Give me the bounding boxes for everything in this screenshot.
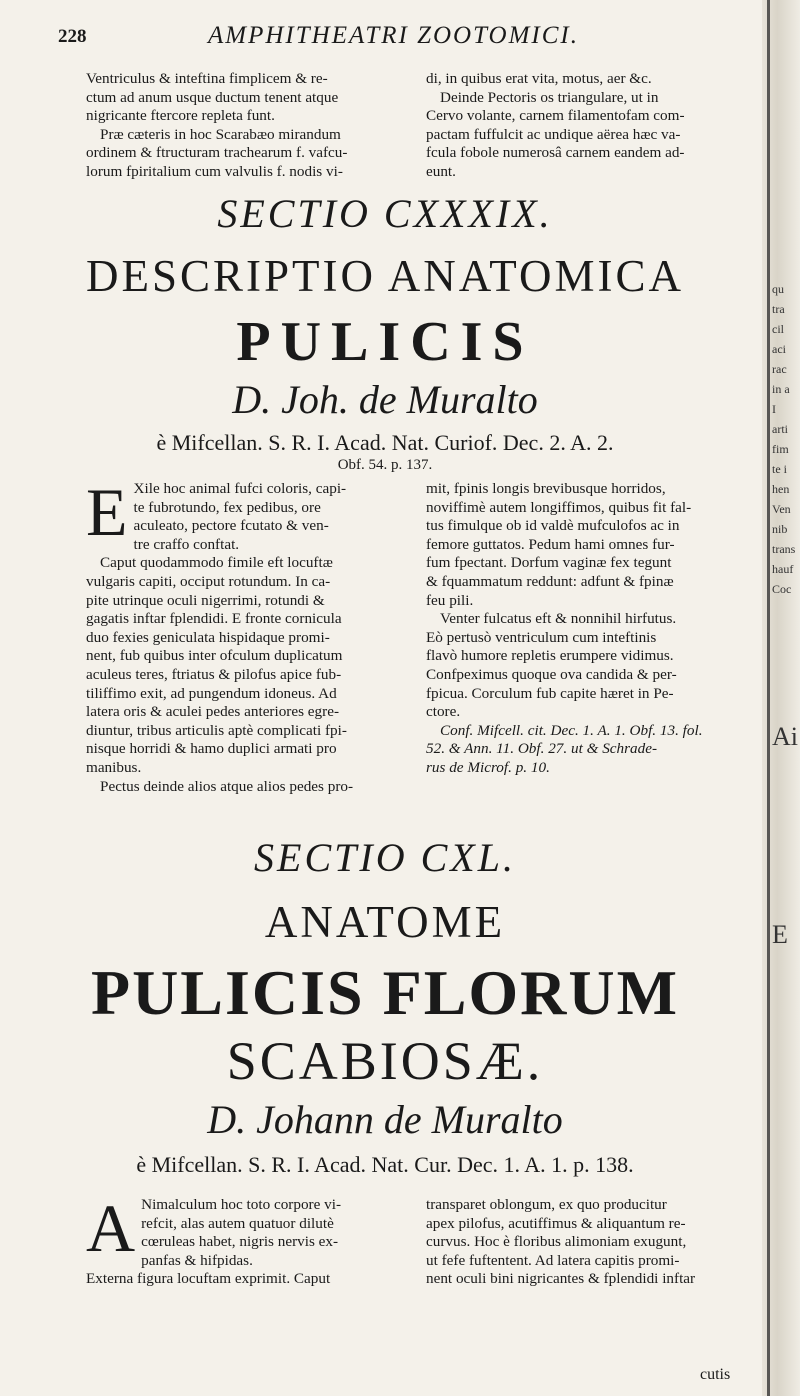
page-number: 228 <box>58 26 87 47</box>
section1-right-column <box>426 480 756 778</box>
text-line: pactam fuffulcit ac undique aërea hæc va- <box>426 125 681 143</box>
text-line: Præ cæteris in hoc Scarabæo mirandum <box>100 125 341 143</box>
text-line: ctore. <box>426 703 461 721</box>
text-line: Deinde Pectoris os triangulare, ut in <box>440 88 659 106</box>
margin-fragment: arti <box>772 422 788 436</box>
margin-fragment: Ai <box>772 722 798 751</box>
text-line: Nimalculum hoc toto corpore vi- <box>141 1196 342 1213</box>
text-line: 52. & Ann. 11. Obf. 27. ut & Schrade- <box>426 740 658 758</box>
text-line: nent oculi bini nigricantes & fplendidi inftar <box>426 1270 696 1288</box>
text-line: fpicua. Corculum fub capite hæret in Pe- <box>426 684 674 702</box>
text-line: refcit, alas autem quatuor dilutè <box>141 1214 334 1232</box>
text-line: tiliffimo exit, ad pungendum idoneus. Ad <box>86 684 337 702</box>
source-citation: è Mifcellan. S. R. I. Acad. Nat. Curiof. Dec. 2. A. 2. <box>156 430 614 455</box>
section1-left-column <box>86 474 414 796</box>
text-line: duo fexies geniculata hispidaque promi- <box>86 628 330 646</box>
section-title-subject: PULICIS <box>236 311 534 373</box>
section-title-subject: PULICIS FLORUM <box>90 957 680 1028</box>
margin-fragment: trans <box>772 542 796 556</box>
margin-fragment: Ven <box>772 502 791 516</box>
drop-cap: E <box>86 474 128 550</box>
author-line: D. Johann de Muralto <box>207 1097 563 1142</box>
margin-fragment: I <box>772 402 776 416</box>
text-line: panfas & hifpidas. <box>141 1251 253 1269</box>
drop-cap: A <box>86 1190 136 1266</box>
text-line: flavò humore repletis erumpere vidimus. <box>426 647 674 665</box>
text-line: Cervo volante, carnem filamentofam com- <box>426 107 685 125</box>
text-line: nisque horridi & hamo duplici armati pro <box>86 740 337 758</box>
section2-right-column <box>426 1196 756 1289</box>
margin-fragment: in a <box>772 382 790 396</box>
author-line: D. Joh. de Muralto <box>232 377 538 422</box>
margin-fragment: tra <box>772 302 785 316</box>
text-line: Confpeximus quoque ova candida & per- <box>426 665 677 683</box>
source-citation: è Mifcellan. S. R. I. Acad. Nat. Cur. Dec. 1. A. 1. p. 138. <box>136 1152 634 1177</box>
text-line: cœruleas habet, nigris nervis ex- <box>141 1233 339 1251</box>
text-line: manibus. <box>86 758 142 776</box>
text-line: ctum ad anum usque ductum tenent atque <box>86 88 339 106</box>
text-line: aculeato, pectore fcutato & ven- <box>133 517 329 535</box>
top-left-column <box>86 70 414 182</box>
margin-fragment: Coc <box>772 582 792 596</box>
running-head: AMPHITHEATRI ZOOTOMICI. <box>208 22 579 49</box>
margin-fragment: hauf <box>772 562 794 576</box>
margin-fragment: hen <box>772 482 790 496</box>
margin-fragment: qu <box>772 282 784 296</box>
margin-fragment: aci <box>772 342 786 356</box>
text-line: mit, fpinis longis brevibusque horridos, <box>426 480 666 497</box>
text-line: noviffimè autem longiffimos, quibus fit fal- <box>426 498 692 516</box>
running-header <box>58 18 758 54</box>
text-line: eunt. <box>426 162 456 180</box>
text-line: Venter fulcatus eft & nonnihil hirfutus. <box>440 610 677 628</box>
margin-fragment: E <box>772 920 788 949</box>
text-line: Eò pertusò ventriculum cum inteftinis <box>426 628 657 646</box>
text-line: femore guttatos. Pedum hami omnes fur- <box>426 535 675 553</box>
text-line: diuntur, tribus articulis aptè complicati fpi- <box>86 721 347 739</box>
observation-ref: Obf. 54. p. 137. <box>337 457 433 473</box>
text-line: aculeus teres, ftriatus & pilofus apice fub- <box>86 665 342 683</box>
catchword: cutis <box>700 1366 731 1383</box>
margin-fragment: fim <box>772 442 789 456</box>
text-line: feu pili. <box>426 591 474 609</box>
text-line: gagatis inftar fplendidi. E fronte cornicula <box>86 610 342 628</box>
text-line: Conf. Mifcell. cit. Dec. 1. A. 1. Obf. 13. fol. <box>440 721 703 739</box>
text-line: nent, fub quibus inter ofculum duplicatum <box>86 647 343 665</box>
text-line: vulgaris capiti, occiput rotundum. In ca- <box>86 572 331 590</box>
text-line: ut fefe fuftentent. Ad latera capitis promi- <box>426 1251 680 1269</box>
top-right-column <box>426 70 756 182</box>
text-line: rus de Microf. p. 10. <box>426 758 550 776</box>
text-line: curvus. Hoc è floribus alimoniam exugunt, <box>426 1233 687 1251</box>
text-line: Xile hoc animal fufci coloris, capi- <box>133 480 347 497</box>
text-line: ordinem & ftructuram trachearum f. vafcu- <box>86 144 348 162</box>
text-line: latera oris & aculei pedes anteriores egre- <box>86 703 339 721</box>
section2-left-column <box>86 1190 414 1289</box>
text-line: & fquammatum reddunt: adfunt & fpinæ <box>426 572 674 590</box>
text-line: te fubrotundo, fex pedibus, ore <box>133 498 321 516</box>
text-line: transparet oblongum, ex quo producitur <box>426 1196 667 1213</box>
text-line: fum fpectant. Dorfum vaginæ fex tegunt <box>426 554 672 572</box>
section-heading: SECTIO CXL. <box>254 835 516 880</box>
text-line: apex pilofus, acutiffimus & aliquantum re- <box>426 1214 686 1232</box>
text-line: lorum fpiritalium cum valvulis f. nodis vi- <box>86 162 343 180</box>
text-line: tre craffo conftat. <box>133 535 240 553</box>
text-line: pite utrinque oculi nigerrimi, rotundi & <box>86 591 325 609</box>
text-line: Ventriculus & inteftina fimplicem & re- <box>86 70 328 87</box>
section-title: DESCRIPTIO ANATOMICA <box>86 251 684 301</box>
section-title-subject: SCABIOSÆ. <box>226 1031 544 1091</box>
margin-fragment: rac <box>772 362 787 376</box>
margin-fragment: nib <box>772 522 788 536</box>
text-line: Caput quodammodo fimile eft locuftæ <box>100 554 333 572</box>
section-title: ANATOME <box>264 897 506 947</box>
margin-fragment: cil <box>772 322 784 336</box>
margin-fragment: te i <box>772 462 787 476</box>
text-line: fcula fobole numerosâ carnem eandem ad- <box>426 144 685 162</box>
text-line: nigricante ftercore repleta funt. <box>86 107 275 125</box>
text-line: Externa figura locuftam exprimit. Caput <box>86 1270 331 1288</box>
text-line: Pectus deinde alios atque alios pedes pro- <box>100 777 354 795</box>
text-line: di, in quibus erat vita, motus, aer &c. <box>426 70 652 87</box>
section-heading: SECTIO CXXXIX. <box>217 191 553 236</box>
text-line: tus fimulque ob id valdè mufculofos ac in <box>426 517 680 535</box>
